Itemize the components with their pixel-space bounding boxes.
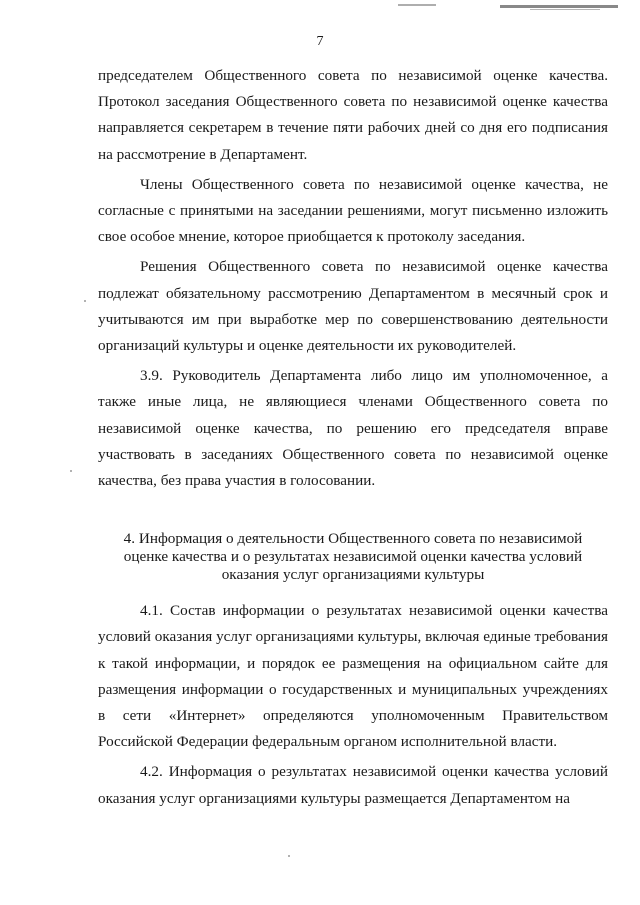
scan-speck [70,470,72,472]
scan-speck [84,300,86,302]
paragraph: Члены Общественного совета по независимой оценке качества, не согласные с принятыми на заседании решениями, могут письменно изложить свое особое мнение, которое приобщается к протоколу заседания. [98,175,608,246]
scan-speck [288,855,290,857]
paragraph-3-9: 3.9. Руководитель Департамента либо лицо им уполномоченное, а также иные лица, не являющиеся членами Общественного совета по независимой оценке качества, по решению его председателя вправе участвовать в заседаниях Общественного совета по независимой оценке качества, без права участия в голосовании. [98,367,608,490]
page-number: 7 [316,34,324,49]
paragraph-4-1: 4.1. Состав информации о результатах независимой оценки качества условий оказания услуг организациями культуры, включая единые требования к такой информации, и порядок ее размещения на официальном сайте для размещения информации о государственных и муниципальных учреждениях в сети «Интернет» определяются уполномоченным Правительством Российской Федерации федеральным органом исполнительной власти. [98,602,608,751]
paragraph: председателем Общественного совета по независимой оценке качества. Протокол заседания Общественного совета по независимой оценке качества направляется секретарем в течение пяти рабочих дней со дня его подписания на рассмотрение в Департамент. [98,67,608,163]
section-heading: 4. Информация о деятельности Общественного совета по независимой оценке качества и о результатах независимой оценки качества условий оказания услуг организациями культуры [123,530,583,584]
scan-artifact [398,4,436,6]
document-body [98,63,608,816]
paragraph: Решения Общественного совета по независимой оценке качества подлежат обязательному рассмотрению Департаментом в месячный срок и учитываются им при выработке мер по совершенствованию деятельности организаций культуры и оценке деятельности их руководителей. [98,258,608,355]
scan-artifact [530,9,600,10]
paragraph-4-2: 4.2. Информация о результатах независимой оценки качества условий оказания услуг организациями культуры размещается Департаментом на [98,763,608,807]
scan-artifact [500,5,618,8]
